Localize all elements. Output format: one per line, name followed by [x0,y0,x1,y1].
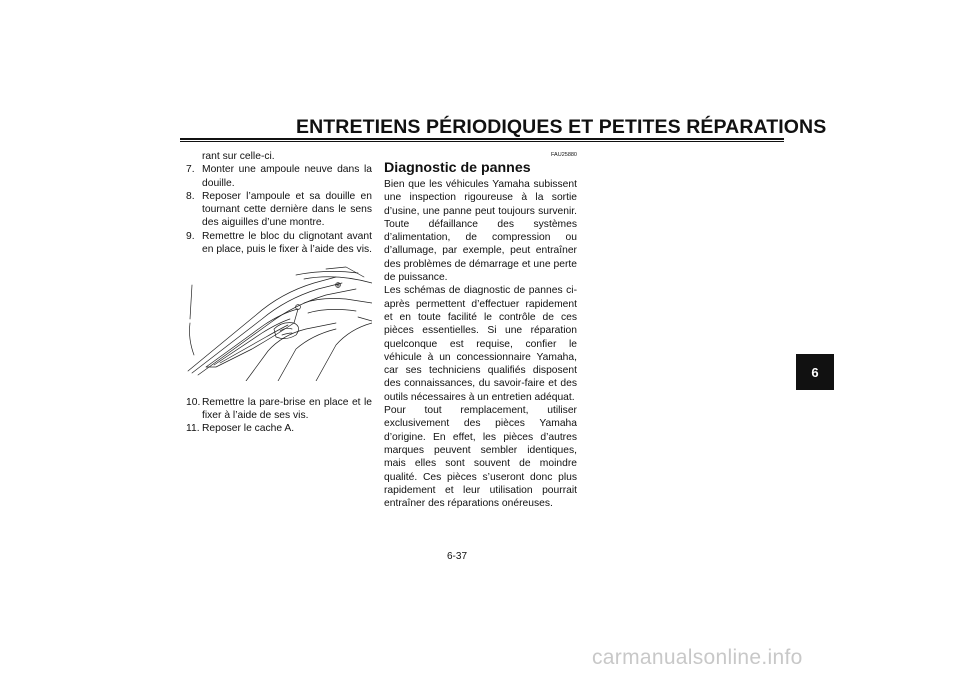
step-number: 9. [186,230,195,242]
step-text: Remettre le bloc du clignotant avant en place, puis le fixer à l’aide des vis. [202,230,372,256]
step-text: Remettre la pare-brise en place et le fixer à l’aide de ses vis. [202,396,372,421]
continuation-text: rant sur celle-ci. [202,151,275,162]
turn-signal-illustration [186,263,372,381]
right-column [384,151,577,510]
steps-list [186,163,372,256]
reference-code: FAU25880 [551,152,577,158]
page-number: 6-37 [447,551,468,562]
header-rule-thin [180,141,784,142]
page-title: ENTRETIENS PÉRIODIQUES ET PETITES RÉPARATIONS [296,116,827,138]
steps-list-continued [186,396,372,436]
section-heading: Diagnostic de pannes [384,160,531,176]
list-item [186,230,372,257]
list-item [186,163,372,190]
step-number: 11. [186,423,200,435]
watermark: carmanualsonline.info [592,646,803,669]
list-item [186,396,372,423]
list-item [186,422,372,435]
list-item [186,190,372,230]
step-text: Monter une ampoule neuve dans la douille. [202,164,372,189]
step-number: 7. [186,164,195,176]
left-column [186,150,372,436]
step-number: 8. [186,190,195,202]
step-text: Reposer l’ampoule et sa douille en tournant cette dernière dans le sens des aiguilles d’une montre. [202,190,372,229]
header-rule [180,138,784,140]
chapter-tab: 6 [796,354,834,390]
body-paragraph: Bien que les véhicules Yamaha subissent une inspection rigoureuse à la sortie d’usine, une panne peut toujours survenir. Toute défaillance des systèmes d’alimentation, de compression ou d’allumage, par exemple, peut entraîner des problèmes de démarrage et une perte de puissance. [384,179,577,284]
step-text: Reposer le cache A. [202,423,295,435]
body-paragraph: Pour tout remplacement, utiliser exclusivement des pièces Yamaha d’origine. En effet, les pièces d’autres marques peuvent sembler identiques, mais elles sont souvent de moindre qualité. Ces pièces s’useront donc plus rapidement et leur utilisation pourrait entraîner des réparations onéreuses. [384,405,577,510]
body-paragraph: Les schémas de diagnostic de pannes ci-après permettent d’effectuer rapidement et en toute facilité le contrôle de ces pièces essentielles. Si une réparation quelconque est requise, confier le véhicule à un concessionnaire Yamaha, car ses techniciens qualifiés disposent des connaissances, du savoir-faire et des outils nécessaires à un entretien adéquat. [384,285,577,403]
step-number: 10. [186,396,201,408]
